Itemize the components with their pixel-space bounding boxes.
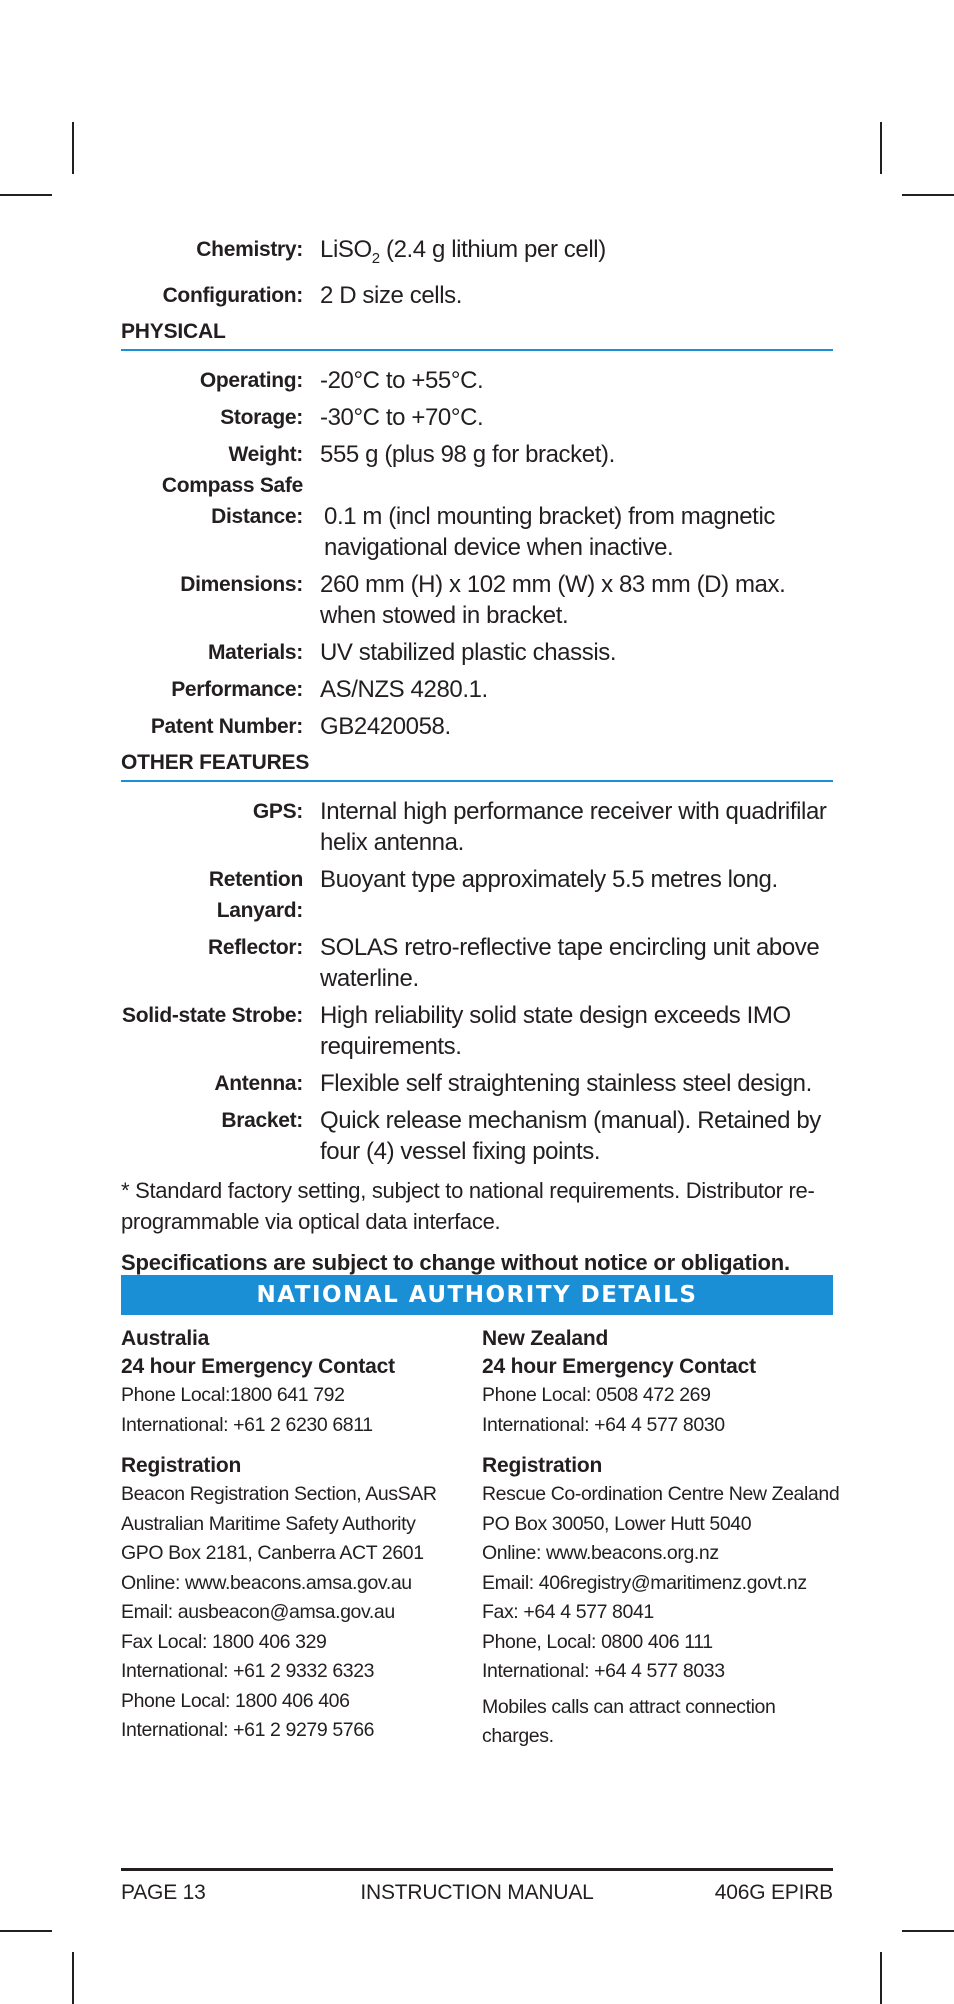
- spec-row-patent-number: [121, 711, 833, 742]
- spec-label: Chemistry:: [196, 238, 303, 261]
- contact-line: Australian Maritime Safety Authority: [121, 1512, 416, 1535]
- page-footer: [121, 1878, 833, 1908]
- spec-label: Performance:: [171, 678, 303, 701]
- spec-row-solid-state-strobe: [121, 1000, 833, 1062]
- contact-line: Online: www.beacons.org.nz: [482, 1542, 719, 1564]
- spec-value: 260 mm (H) x 102 mm (W) x 83 mm (D) max. when stowed in bracket.: [320, 571, 786, 629]
- spec-row-bracket: [121, 1105, 833, 1167]
- spec-row-reflector: [121, 932, 833, 994]
- spacer: [482, 1440, 842, 1452]
- footer-product: 406G EPIRB: [714, 1881, 833, 1904]
- spec-label: Reflector:: [207, 936, 303, 959]
- section-banner-national-authority: NATIONAL AUTHORITY DETAILS: [121, 1275, 833, 1315]
- spec-row-performance: [121, 674, 833, 705]
- page-number: PAGE 13: [121, 1881, 206, 1904]
- spec-value: [320, 234, 833, 274]
- country-heading: New Zealand: [482, 1327, 609, 1350]
- contact-line: Phone Local: 1800 406 406: [121, 1689, 350, 1712]
- crop-mark: [902, 1930, 954, 1932]
- contact-line: Phone, Local: 0800 406 111: [482, 1630, 713, 1653]
- authority-column-australia: [121, 1325, 476, 1746]
- spec-row-antenna: [121, 1068, 833, 1099]
- contact-line: International: +61 2 9279 5766: [121, 1719, 375, 1741]
- spec-row-storage: [121, 402, 833, 433]
- registration-heading: Registration: [482, 1454, 603, 1477]
- spec-label: Materials:: [207, 641, 303, 664]
- chem-formula: LiSO: [320, 236, 372, 263]
- contact-line: Phone Local:1800 641 792: [121, 1384, 345, 1406]
- mobile-charges-note: Mobiles calls can attract connection charges.: [482, 1695, 776, 1747]
- spec-content: [121, 234, 833, 1278]
- spec-label: Configuration:: [162, 284, 303, 307]
- contact-line: Fax Local: 1800 406 329: [121, 1630, 327, 1653]
- contact-line: International: +64 4 577 8033: [482, 1660, 725, 1682]
- authority-column-new-zealand: [482, 1325, 842, 1752]
- contact-line: International: +61 2 6230 6811: [121, 1413, 373, 1436]
- emergency-heading: 24 hour Emergency Contact: [121, 1355, 395, 1378]
- spec-label: Storage:: [220, 406, 303, 429]
- spec-row-chemistry: [121, 234, 833, 274]
- section-heading-physical: PHYSICAL: [121, 317, 833, 351]
- crop-mark: [0, 1930, 52, 1932]
- spec-label: Antenna:: [214, 1072, 303, 1095]
- spec-value: -20°C to +55°C.: [320, 367, 484, 394]
- spec-row-gps: [121, 796, 833, 858]
- crop-mark: [0, 194, 52, 196]
- contact-line: Rescue Co-ordination Centre New Zealand: [482, 1483, 840, 1505]
- contact-line: Phone Local: 0508 472 269: [482, 1384, 711, 1406]
- spec-row-configuration: [121, 280, 833, 311]
- country-heading: Australia: [121, 1327, 210, 1350]
- spec-value: 2 D size cells.: [320, 282, 463, 309]
- crop-mark: [72, 122, 74, 174]
- spec-label: Patent Number:: [150, 715, 303, 738]
- contact-line: Email: 406registry@maritimenz.govt.nz: [482, 1571, 807, 1594]
- spec-label: Dimensions:: [180, 573, 303, 596]
- footer-title: INSTRUCTION MANUAL: [360, 1881, 594, 1904]
- spec-label: Bracket:: [221, 1109, 303, 1132]
- disclaimer: Specifications are subject to change without notice or obligation.: [121, 1250, 790, 1275]
- footer-rule: [121, 1868, 833, 1871]
- contact-line: Email: ausbeacon@amsa.gov.au: [121, 1601, 395, 1623]
- spec-row-materials: [121, 637, 833, 668]
- crop-mark: [880, 122, 882, 174]
- contact-line: Online: www.beacons.amsa.gov.au: [121, 1571, 412, 1594]
- spec-value: Buoyant type approximately 5.5 metres long.: [320, 866, 778, 893]
- chem-subscript: 2: [371, 250, 380, 267]
- contact-line: GPO Box 2181, Canberra ACT 2601: [121, 1542, 424, 1564]
- spec-label-line: Distance:: [211, 505, 303, 528]
- spec-value: GB2420058.: [320, 713, 451, 740]
- spec-value: UV stabilized plastic chassis.: [320, 639, 617, 666]
- contact-line: Fax: +64 4 577 8041: [482, 1601, 654, 1623]
- spec-value: Quick release mechanism (manual). Retained by four (4) vessel fixing points.: [320, 1107, 821, 1165]
- chem-detail: (2.4 g lithium per cell): [379, 236, 606, 263]
- crop-mark: [72, 1952, 74, 2004]
- registration-heading: Registration: [121, 1454, 242, 1477]
- contact-line: Beacon Registration Section, AusSAR: [121, 1483, 437, 1505]
- spec-label: Operating:: [199, 369, 303, 392]
- spacer: [121, 1440, 476, 1452]
- spec-value: High reliability solid state design exceeds IMO requirements.: [320, 1002, 791, 1060]
- spec-value: SOLAS retro-reflective tape encircling unit above waterline.: [320, 934, 820, 992]
- spec-value: Flexible self straightening stainless steel design.: [320, 1070, 812, 1097]
- spec-label: Weight:: [228, 443, 303, 466]
- spec-value: 0.1 m (incl mounting bracket) from magnetic navigational device when inactive.: [324, 503, 775, 561]
- spec-row-compass-safe-distance: [121, 470, 833, 563]
- spec-label: [121, 470, 320, 532]
- spec-row-weight: [121, 439, 833, 470]
- crop-mark: [902, 194, 954, 196]
- contact-line: International: +61 2 9332 6323: [121, 1660, 375, 1682]
- contact-line: PO Box 30050, Lower Hutt 5040: [482, 1512, 752, 1535]
- spec-row-retention-lanyard: [121, 864, 833, 926]
- spec-value: 555 g (plus 98 g for bracket).: [320, 441, 615, 468]
- crop-mark: [880, 1952, 882, 2004]
- spec-label: Solid-state Strobe:: [122, 1004, 303, 1027]
- section-heading-other-features: OTHER FEATURES: [121, 748, 833, 782]
- spec-row-dimensions: [121, 569, 833, 631]
- spec-label: Retention Lanyard:: [208, 868, 303, 922]
- spec-label: GPS:: [252, 800, 303, 823]
- spec-row-operating: [121, 365, 833, 396]
- contact-line: International: +64 4 577 8030: [482, 1413, 725, 1436]
- spec-value: AS/NZS 4280.1.: [320, 676, 488, 703]
- footnote: * Standard factory setting, subject to national requirements. Distributor re-programmable via optical data interface.: [121, 1178, 815, 1234]
- emergency-heading: 24 hour Emergency Contact: [482, 1355, 756, 1378]
- spec-value: -30°C to +70°C.: [320, 404, 484, 431]
- spec-value: Internal high performance receiver with quadrifilar helix antenna.: [320, 798, 827, 856]
- spec-label-line: Compass Safe: [161, 474, 303, 497]
